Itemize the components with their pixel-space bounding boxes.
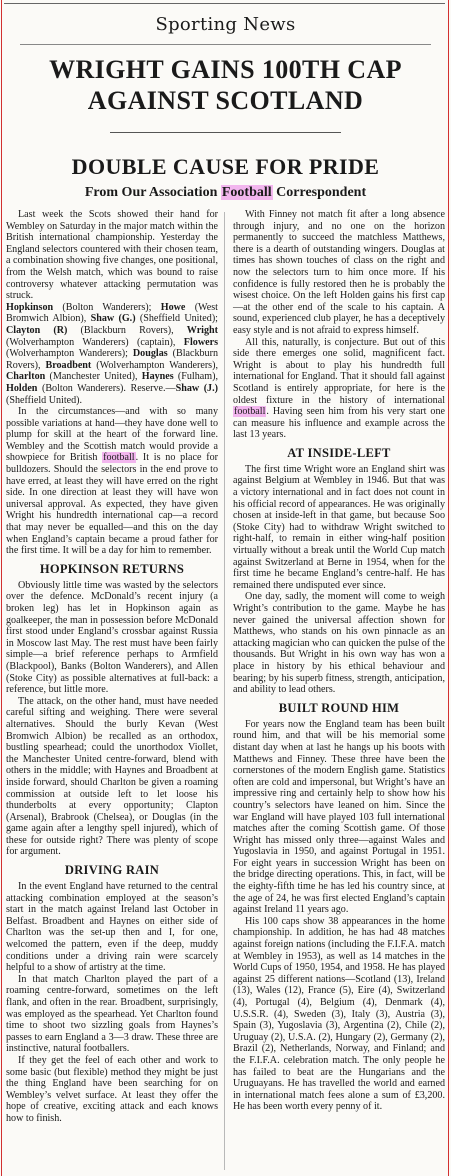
subheading: DRIVING RAIN bbox=[64, 863, 160, 878]
player-club: (Manchester United), bbox=[45, 371, 142, 383]
subheadline: DOUBLE CAUSE FOR PRIDE bbox=[71, 154, 380, 179]
player-club: (Blackburn Rovers), bbox=[67, 324, 187, 336]
highlight-football: football bbox=[234, 406, 266, 418]
player-name: Broadbent bbox=[45, 359, 92, 371]
byline-prefix: From Our Association bbox=[84, 185, 218, 200]
right-column bbox=[233, 209, 445, 1113]
player-name: Shaw (J.) bbox=[175, 382, 218, 394]
paragraph: For years now the England team has been built round him, and that will be his memorial some distant day when at last he hangs up his boots with Matthews and Finney. These three have been the cornerstones of the modern English game. Statistics often are cold and impersonal, but Wright’s have an impressive ring and certainly help to show how his country’s selectors have leaned on him. Since the war England will have played 103 full international matches after the coming Scottish game. Of those Wright has missed only three—against Wales and Yugoslavia in 1950, and against Portugal in 1951. For eight years in succession Wright has been on the bridge directing operations. This, in fact, will be the eighty-fifth time he has led his country since, at the age of 24, he was first elected England’s captain against Ireland 11 years ago. bbox=[233, 718, 445, 916]
player-name: Wright bbox=[186, 324, 218, 336]
player-name: Clayton (R) bbox=[6, 324, 68, 336]
player-name: Douglas bbox=[132, 348, 168, 360]
player-club: (Wolverhampton Wanderers), bbox=[91, 359, 218, 371]
paragraph: One day, sadly, the moment will come to weigh Wright’s contribution to the game. Maybe he has never gained the universal affection shown for Matthews, who stands on his own pinnacle as an attacking magician who can quicken the pulse of the thousands. But Wright in his own way has won a place in history by his ethical behaviour and bearing; by his superb fitness, strength, anticipation, and ability to lead others. bbox=[233, 591, 445, 696]
paragraph: The attack, on the other hand, must have needed careful sifting and weighing. There were several alternatives. Should the burly Kevan (West Bromwich Albion) be recalled as an orthodox, bustling spearhead; could the unorthodox Viollet, the Manchester United centre-forward, blend with others in the middle; with Haynes and Broadbent at inside forward, should Charlton be given a roaming commission at outside left to let loose his thunderbolts at every opportunity; Clapton (Arsenal), Brabrook (Chelsea), or Douglas (in the game again after a lengthy spell injured), which of these for outside right? There was plenty of scope for argument. bbox=[6, 695, 218, 858]
player-club: (Blackburn Rovers), bbox=[6, 348, 219, 371]
player-club: (Sheffield United). bbox=[6, 394, 83, 406]
player-name: Flowers bbox=[183, 336, 218, 348]
left-column bbox=[6, 209, 218, 1125]
paragraph: With Finney not match fit after a long absence through injury, and no one on the horizon permanently to succeed the matchless Matthews, there is a dearth of outstanding wingers. Douglas at times has shown touches of class on the right and now the selectors turn to him once more. If his confidence is fully restored then he is probably the wisest choice. On the left Holden gains his first cap—at the other end of the scale to his captain. A sound, experienced club player, he has a deceptively easy style and is not afraid to express himself. bbox=[233, 209, 445, 336]
player-name: Howe bbox=[160, 301, 186, 313]
column-divider bbox=[224, 212, 225, 1170]
headline-rule bbox=[110, 132, 341, 133]
section-rule bbox=[20, 44, 431, 45]
player-club: (Bolton Wanderers); bbox=[53, 301, 161, 313]
paragraph: In that match Charlton played the part of a roaming centre-forward, sometimes on the left flank, and often in the rear. Broadbent, surprisingly, was employed as the spearhead. Yet Charlton found time to shoot two sizzling goals from Haynes’s passes to earn England a 3—3 draw. These three are instinctive, natural footballers. bbox=[6, 973, 218, 1055]
subheading: BUILT ROUND HIM bbox=[278, 700, 400, 715]
player-name: Shaw (G.) bbox=[90, 313, 136, 325]
top-rule bbox=[4, 3, 445, 4]
paragraph: In the event England have returned to the central attacking combination employed at the season’s start in the match against Ireland last October in Belfast. Broadbent and Haynes on either side of Charlton was the set-up then and I, for one, welcomed the pattern, even if the deep, muddy conditions under a driving rain were scarcely helpful to a show of artistry at the time. bbox=[6, 881, 218, 974]
player-name: Haynes bbox=[141, 371, 174, 383]
headline bbox=[10, 54, 441, 116]
player-club: (Wolverhampton Wanderers) (captain), bbox=[6, 336, 184, 348]
player-club: (Fulham), bbox=[173, 371, 218, 383]
player-club: (West Bromwich Albion), bbox=[6, 301, 218, 325]
team-list bbox=[6, 302, 218, 406]
headline-line-2: AGAINST SCOTLAND bbox=[87, 86, 364, 115]
player-name: Charlton bbox=[6, 371, 46, 383]
player-name: Holden bbox=[6, 382, 38, 394]
paragraph: In the circumstances—and with so many possible variations at hand—they have done well to plump for skill at the heart of the forward line. Wembley and the Scottish match would provide a showpiece for British football. It is no place for bulldozers. Should the selectors in the end prove to have erred, at least they will have erred on the right side. In one direction at least they will have won universal approval. As expected, they have given Wright his hundredth international cap—a record that may never be equalled—and this on the day when England’s captain became a proud father for the first time. It will be a day for him to remember. bbox=[6, 406, 218, 557]
player-club: (Bolton Wanderers). Reserve.— bbox=[37, 382, 176, 394]
subheading: AT INSIDE-LEFT bbox=[287, 445, 391, 460]
paragraph: All this, naturally, is conjecture. But out of this side there emerges one solid, magnificent fact. Wright is about to play his hundredth full international for England. That it should fall against Scotland is entirely appropriate, for here is the oldest fixture in the history of international football. Having seen him from his very start one can measure his influence and example across the last 13 years. bbox=[233, 336, 445, 441]
byline-highlight: Football bbox=[221, 185, 272, 200]
player-club: (Wolverhampton Wanderers); bbox=[6, 348, 133, 360]
highlight-football: football bbox=[103, 452, 135, 464]
byline-suffix: Correspondent bbox=[276, 185, 367, 200]
player-club: (Sheffield United); bbox=[135, 313, 218, 325]
paragraph: Obviously little time was wasted by the selectors over the defence. McDonald’s recent injury (a broken leg) has let in Hopkinson again as goalkeeper, the man in possession before McDonald first stood under England’s crossbar against Russia in Moscow last May. The rest must have been fairly simple—a brief reference perhaps to Armfield (Blackpool), Banks (Bolton Wanderers), and Allen (Stoke City) as possible alternatives at full-back: a reference, but little more. bbox=[6, 579, 218, 696]
paragraph: His 100 caps show 38 appearances in the home championship. In addition, he has had 48 matches against foreign nations (including the F.I.F.A. match at Wembley in 1953), as well as 14 matches in the World Cups of 1950, 1954, and 1958. He has played against 25 different nations—Scotland (13), Ireland (13), Wales (12), France (5), Eire (4), Switzerland (4), Portugal (4), Belgium (4), Denmark (4), U.S.S.R. (4), Sweden (3), Italy (3), Austria (3), Spain (3), Yugoslavia (3), Argentina (2), Chile (2), Uruguay (2), U.S.A. (2), Hungary (2), Germany (2), Brazil (2), Netherlands, Norway, and Finland; and the F.I.F.A. celebration match. The only people he has failed to beat are the Hungarians and the Uruguayans. He has travelled the world and earned in international match fees alone a sum of £3,200. He has been worth every penny of it. bbox=[233, 915, 445, 1113]
paragraph: Last week the Scots showed their hand for Wembley on Saturday in the major match within the British international championship. Yesterday the England selectors countered with their chosen team, a combination showing five changes, one positional, from the Welsh match, which was bound to raise controversy whatever attacking permutation was struck. bbox=[6, 209, 218, 302]
player-name: Hopkinson bbox=[6, 301, 54, 313]
byline bbox=[0, 185, 451, 201]
section-title: Sporting News bbox=[155, 14, 296, 35]
paragraph: The first time Wright wore an England shirt was against Belgium at Wembley in 1946. But that was a victory international and in fact does not count in his official record of appearances. He was originally chosen at inside-left in that game, but because Soo (Stoke City) had to withdraw Wright switched to right-half, to remain in either wing-half position virtually without a break until the World Cup match against Switzerland at Berne in 1954, when for the first time he became England’s centre-half. He has remained there undisputed ever since. bbox=[233, 463, 445, 591]
paragraph: If they get the feel of each other and work to some basic (but flexible) method they might be just the thing England have been searching for on Wembley’s velvet surface. At least they offer the hope of creative, exciting attack and each knows how to finish. bbox=[6, 1054, 218, 1124]
headline-line-1: WRIGHT GAINS 100TH CAP bbox=[49, 55, 402, 84]
subheading: HOPKINSON RETURNS bbox=[39, 561, 185, 576]
